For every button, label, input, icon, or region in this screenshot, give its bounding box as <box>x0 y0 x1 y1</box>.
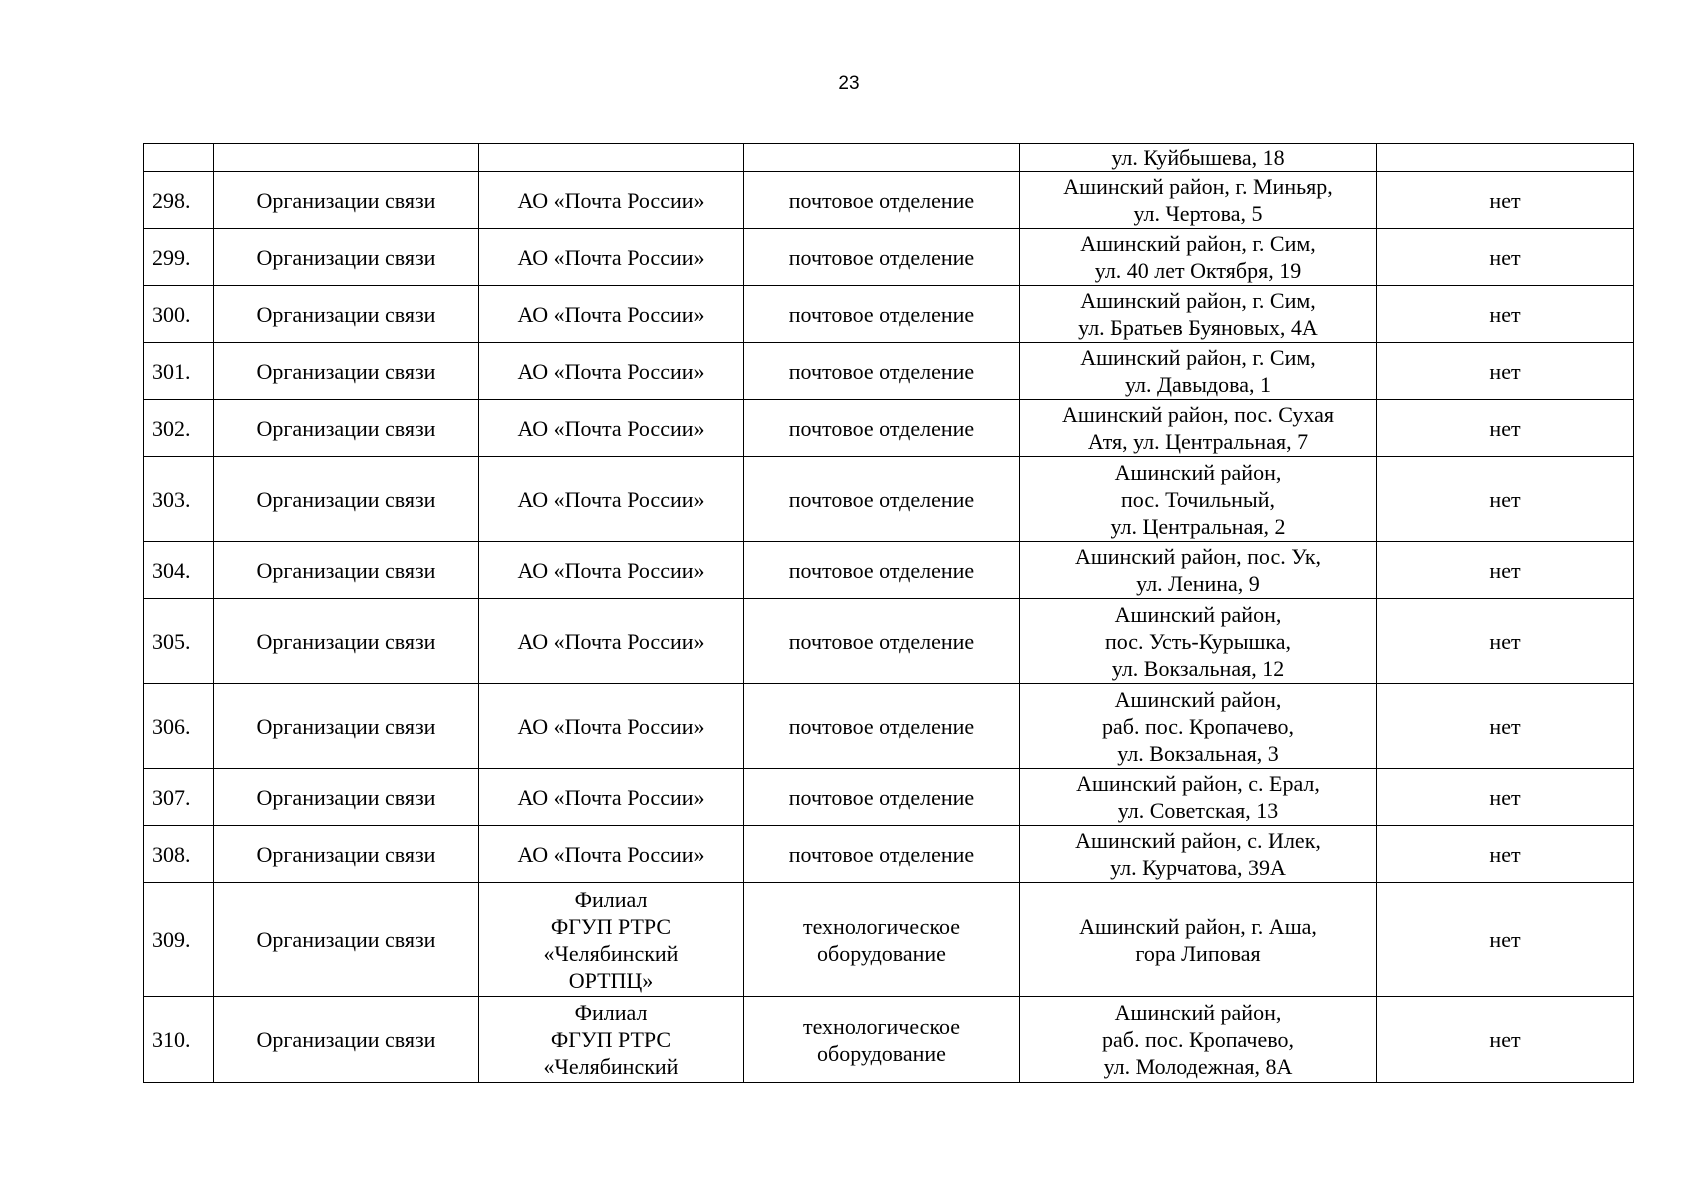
cell-object <box>744 826 1020 883</box>
cell-organization <box>479 343 744 400</box>
cell-flag: нет <box>1377 286 1634 343</box>
organization-line: АО «Почта России» <box>517 187 705 213</box>
cell-flag: нет <box>1377 400 1634 457</box>
cell-organization <box>479 286 744 343</box>
cell-address <box>1020 769 1377 826</box>
object-line: оборудование <box>817 940 946 966</box>
facilities-table <box>143 143 1634 1083</box>
cell-number: 301. <box>144 343 214 400</box>
cell-address <box>1020 286 1377 343</box>
address-line: ул. Чертова, 5 <box>1133 201 1263 226</box>
cell-flag: нет <box>1377 826 1634 883</box>
cell-number: 304. <box>144 542 214 599</box>
address-line: ул. Курчатова, 39А <box>1110 855 1286 880</box>
cell-address <box>1020 144 1377 172</box>
cell-object <box>744 542 1020 599</box>
address-line: ул. Советская, 13 <box>1117 798 1279 823</box>
organization-line: АО «Почта России» <box>517 713 705 739</box>
cell-address <box>1020 826 1377 883</box>
table-row <box>144 343 1634 400</box>
table-row <box>144 599 1634 684</box>
cell-address <box>1020 542 1377 599</box>
cell-organization <box>479 229 744 286</box>
cell-object <box>744 457 1020 542</box>
cell-organization <box>479 826 744 883</box>
cell-sector: Организации связи <box>214 826 479 883</box>
address-line: Ашинский район, г. Сим, <box>1080 345 1316 370</box>
object-line: почтовое отделение <box>788 187 975 213</box>
cell-number: 307. <box>144 769 214 826</box>
cell-sector: Организации связи <box>214 172 479 229</box>
cell-address <box>1020 599 1377 684</box>
cell-object <box>744 286 1020 343</box>
organization-line: АО «Почта России» <box>517 784 705 810</box>
object-line: почтовое отделение <box>788 486 975 512</box>
cell-number: 303. <box>144 457 214 542</box>
object-line: почтовое отделение <box>788 841 975 867</box>
address-line: пос. Точильный, <box>1121 486 1275 512</box>
cell-sector: Организации связи <box>214 599 479 684</box>
address-line: Ашинский район, пос. Сухая <box>1062 402 1334 427</box>
organization-line: АО «Почта России» <box>517 358 705 384</box>
page-number: 23 <box>838 73 860 94</box>
cell-organization <box>479 883 744 997</box>
cell-sector: Организации связи <box>214 229 479 286</box>
cell-organization <box>479 172 744 229</box>
address-line: Атя, ул. Центральная, 7 <box>1087 429 1309 454</box>
organization-line: ФГУП РТРС <box>550 1027 672 1052</box>
object-line: почтовое отделение <box>788 713 975 739</box>
cell-object <box>744 883 1020 997</box>
object-line: почтовое отделение <box>788 358 975 384</box>
cell-object <box>744 343 1020 400</box>
object-line: оборудование <box>817 1040 946 1066</box>
object-line: почтовое отделение <box>788 301 975 327</box>
address-line: Ашинский район, с. Илек, <box>1075 828 1321 853</box>
object-line: почтовое отделение <box>788 784 975 810</box>
cell-number: 306. <box>144 684 214 769</box>
table-row <box>144 286 1634 343</box>
address-line: пос. Усть-Курышка, <box>1104 628 1292 654</box>
cell-object <box>744 684 1020 769</box>
cell-address <box>1020 997 1377 1083</box>
table-row <box>144 172 1634 229</box>
cell-sector: Организации связи <box>214 400 479 457</box>
cell-flag: нет <box>1377 769 1634 826</box>
cell-organization <box>479 684 744 769</box>
table-row <box>144 457 1634 542</box>
table-row <box>144 400 1634 457</box>
cell-address <box>1020 172 1377 229</box>
cell-address <box>1020 229 1377 286</box>
cell-number: 305. <box>144 599 214 684</box>
cell-address <box>1020 457 1377 542</box>
cell-number: 298. <box>144 172 214 229</box>
object-line: почтовое отделение <box>788 557 975 583</box>
address-line: ул. Центральная, 2 <box>1110 513 1286 539</box>
facilities-table-body <box>144 144 1634 1083</box>
organization-line: ФГУП РТРС <box>550 913 672 939</box>
table-row <box>144 229 1634 286</box>
table-row <box>144 883 1634 997</box>
address-line: гора Липовая <box>1135 940 1261 966</box>
cell-object <box>744 400 1020 457</box>
cell-flag: нет <box>1377 997 1634 1083</box>
cell-sector: Организации связи <box>214 457 479 542</box>
cell-sector: Организации связи <box>214 769 479 826</box>
cell-organization <box>479 997 744 1083</box>
organization-line: АО «Почта России» <box>517 841 705 867</box>
address-line: ул. Куйбышева, 18 <box>1111 145 1285 170</box>
cell-sector: Организации связи <box>214 286 479 343</box>
cell-number: 299. <box>144 229 214 286</box>
cell-number: 300. <box>144 286 214 343</box>
address-line: Ашинский район, <box>1114 601 1282 627</box>
cell-address <box>1020 684 1377 769</box>
cell-number: 302. <box>144 400 214 457</box>
organization-line: Филиал <box>574 1000 648 1025</box>
cell-object <box>744 769 1020 826</box>
address-line: ул. Вокзальная, 3 <box>1117 740 1279 766</box>
table-row <box>144 542 1634 599</box>
cell-number <box>144 144 214 172</box>
cell-organization <box>479 144 744 172</box>
organization-line: АО «Почта России» <box>517 486 705 512</box>
cell-sector <box>214 144 479 172</box>
cell-organization <box>479 400 744 457</box>
address-line: Ашинский район, пос. Ук, <box>1074 544 1322 569</box>
cell-address <box>1020 400 1377 457</box>
address-line: Ашинский район, <box>1114 1000 1282 1025</box>
cell-object <box>744 997 1020 1083</box>
cell-organization <box>479 542 744 599</box>
organization-line: «Челябинский <box>543 940 679 966</box>
address-line: Ашинский район, <box>1114 459 1282 485</box>
table-row <box>144 826 1634 883</box>
cell-sector: Организации связи <box>214 684 479 769</box>
cell-object <box>744 599 1020 684</box>
cell-address <box>1020 883 1377 997</box>
cell-organization <box>479 599 744 684</box>
cell-flag: нет <box>1377 542 1634 599</box>
object-line: почтовое отделение <box>788 244 975 270</box>
cell-number: 308. <box>144 826 214 883</box>
address-line: ул. Давыдова, 1 <box>1124 372 1271 397</box>
cell-sector: Организации связи <box>214 343 479 400</box>
address-line: раб. пос. Кропачево, <box>1102 713 1294 739</box>
cell-number: 310. <box>144 997 214 1083</box>
organization-line: ОРТПЦ» <box>568 967 654 993</box>
organization-line: АО «Почта России» <box>517 557 705 583</box>
address-line: Ашинский район, г. Миньяр, <box>1063 174 1333 199</box>
organization-line: АО «Почта России» <box>517 244 705 270</box>
cell-flag: нет <box>1377 599 1634 684</box>
address-line: Ашинский район, г. Аша, <box>1079 913 1317 939</box>
object-line: почтовое отделение <box>788 628 975 654</box>
cell-object <box>744 144 1020 172</box>
cell-organization <box>479 457 744 542</box>
address-line: ул. Молодежная, 8А <box>1103 1054 1293 1079</box>
table-row <box>144 997 1634 1083</box>
address-line: Ашинский район, г. Сим, <box>1080 288 1316 313</box>
address-line: Ашинский район, с. Ерал, <box>1076 771 1320 796</box>
organization-line: АО «Почта России» <box>517 415 705 441</box>
cell-address <box>1020 343 1377 400</box>
cell-flag <box>1377 144 1634 172</box>
organization-line: АО «Почта России» <box>517 301 705 327</box>
cell-number: 309. <box>144 883 214 997</box>
table-row <box>144 769 1634 826</box>
cell-flag: нет <box>1377 229 1634 286</box>
cell-sector: Организации связи <box>214 997 479 1083</box>
address-line: Ашинский район, <box>1114 686 1282 712</box>
cell-object <box>744 229 1020 286</box>
continuation-row <box>144 144 1634 172</box>
cell-object <box>744 172 1020 229</box>
cell-flag: нет <box>1377 883 1634 997</box>
cell-sector: Организации связи <box>214 883 479 997</box>
object-line: почтовое отделение <box>788 415 975 441</box>
cell-sector: Организации связи <box>214 542 479 599</box>
cell-flag: нет <box>1377 457 1634 542</box>
cell-flag: нет <box>1377 343 1634 400</box>
address-line: раб. пос. Кропачево, <box>1102 1027 1294 1052</box>
cell-flag: нет <box>1377 684 1634 769</box>
organization-line: АО «Почта России» <box>517 628 705 654</box>
address-line: Ашинский район, г. Сим, <box>1080 231 1316 256</box>
object-line: технологическое <box>802 1013 961 1039</box>
address-line: ул. Ленина, 9 <box>1136 571 1260 596</box>
cell-flag: нет <box>1377 172 1634 229</box>
address-line: ул. 40 лет Октября, 19 <box>1094 258 1302 283</box>
cell-organization <box>479 769 744 826</box>
organization-line: Филиал <box>574 886 648 912</box>
object-line: технологическое <box>802 913 961 939</box>
address-line: ул. Братьев Буяновых, 4А <box>1078 315 1318 340</box>
organization-line: «Челябинский <box>543 1054 679 1079</box>
address-line: ул. Вокзальная, 12 <box>1111 655 1285 681</box>
table-row <box>144 684 1634 769</box>
